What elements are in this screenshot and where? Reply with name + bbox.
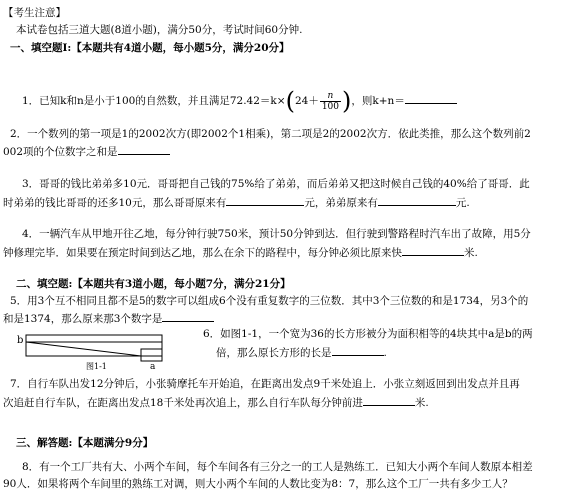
q3-line2a: 时弟弟的钱比哥哥的还多10元，那么哥哥原来有 xyxy=(3,197,227,209)
q7-line2a: 次追赶自行车队，在距离出发点18千米处再次追上，那么自行车队每分钟前进 xyxy=(3,397,363,409)
q7-answer-blank[interactable] xyxy=(363,394,415,406)
q1-suffix: ，则k+n＝ xyxy=(351,95,405,107)
figure-label-a: a xyxy=(150,362,156,372)
part3-heading-title: 解答题: xyxy=(37,437,73,449)
q6-line2-text: 倍，那么原长方形的长是 xyxy=(216,347,332,359)
q1-fraction xyxy=(320,91,341,112)
q1-close-paren: ) xyxy=(342,87,352,115)
figure-small-rect xyxy=(141,349,162,361)
q5-line1: 5．用3个互不相同且都不是5的数字可以组成6个没有重复数字的三位数．其中3个三位数的和是1734，另3个的 xyxy=(10,295,529,307)
part1-heading-detail: 【本题共有4道小题，每小题5分，满分20分】 xyxy=(71,42,290,54)
q2-line1: 2．一个数列的第一项是1的2002次方(即2002个1相乘)，第二项是2的2002次方．依此类推，那么这个数列前2 xyxy=(10,128,531,140)
q1-prefix: 1．已知k和n是小于100的自然数，并且满足72.42＝k× xyxy=(22,95,286,107)
q1-term: 24＋ xyxy=(294,95,319,107)
figure-diagonal-line xyxy=(26,342,141,356)
question-1 xyxy=(22,89,457,113)
q4-line2a: 钟修理完毕．如果要在预定时间到达乙地，那么在余下的路程中，每分钟必须比原来快 xyxy=(3,247,402,259)
part3-heading-num: 三、 xyxy=(16,437,37,449)
figure-1-1 xyxy=(16,332,166,372)
q6-line2 xyxy=(216,344,387,360)
notice-text: 本试卷包括三道大题(8道小题)，满分50分，考试时间60分钟. xyxy=(16,24,303,36)
q7-line2 xyxy=(3,394,429,410)
q4-line1: 4．一辆汽车从甲地开往乙地，每分钟行驶750米，预计50分钟到达．但行驶到警路程时汽车出了故障，用5分 xyxy=(22,228,531,240)
q6-line1: 6．如图1-1，一个宽为36的长方形被分为面积相等的4块其中a是b的两 xyxy=(203,328,533,340)
q8-line2: 90人．如果将两个车间里的熟练工对调，则大小两个车间的人数比变为8：7，那么这个工厂一共有多少工人？ xyxy=(3,478,513,490)
q3-line1: 3．哥哥的钱比弟弟多10元．哥哥把自己钱的75%给了弟弟，而后弟弟又把这时候自己钱的40%给了哥哥．此 xyxy=(22,178,530,190)
q7-line2b: 米. xyxy=(414,397,429,409)
q1-answer-blank[interactable] xyxy=(405,92,457,104)
q3-line2b: 元，弟弟原来有 xyxy=(304,197,378,209)
q2-line2 xyxy=(3,143,170,159)
part2-heading-detail: 【本题共有3道小题，每小题7分，满分21分】 xyxy=(72,278,291,290)
q3-line2 xyxy=(3,194,470,210)
q7-line1: 7．自行车队出发12分钟后，小张骑摩托车开始追，在距离出发点9千米处追上．小张立刻返回到出发点并且再 xyxy=(10,378,520,390)
q4-line2b: 米. xyxy=(464,247,478,259)
part1-heading-num: 一、 xyxy=(10,42,31,54)
q5-line2 xyxy=(3,310,214,326)
q3-answer-blank-2[interactable] xyxy=(378,194,456,206)
part3-heading xyxy=(16,436,153,450)
q4-answer-blank[interactable] xyxy=(402,244,464,256)
q6-answer-blank[interactable] xyxy=(332,344,384,356)
part3-heading-detail: 【本题满分9分】 xyxy=(72,437,154,449)
figure-caption: 图1-1 xyxy=(86,362,107,371)
part2-heading xyxy=(16,277,291,291)
notice-title: 【考生注意】 xyxy=(3,7,66,19)
q1-open-paren: ( xyxy=(285,87,295,115)
q6-end: . xyxy=(383,347,387,359)
part2-heading-title: 填空题: xyxy=(37,278,73,290)
q1-frac-den: 100 xyxy=(321,101,340,112)
q3-line2c: 元. xyxy=(455,197,470,209)
part1-heading-title: 填空题Ⅰ: xyxy=(31,42,72,54)
q5-answer-blank[interactable] xyxy=(162,310,214,322)
part1-heading xyxy=(10,41,290,55)
figure-outer-rect xyxy=(26,335,162,356)
q2-line2-text: 002项的个位数字之和是 xyxy=(3,146,118,158)
q3-answer-blank-1[interactable] xyxy=(226,194,304,206)
q4-line2 xyxy=(3,244,478,260)
figure-label-b: b xyxy=(17,335,24,346)
q2-answer-blank[interactable] xyxy=(118,143,170,155)
part2-heading-num: 二、 xyxy=(16,278,37,290)
q8-line1: 8．有一个工厂共有大、小两个车间，每个车间各有三分之一的工人是熟练工．已知大小两个车间人数原本相差 xyxy=(22,461,533,473)
q5-line2-text: 和是1374，那么原来那3个数字是 xyxy=(3,313,163,325)
q1-frac-num: n xyxy=(320,91,341,102)
